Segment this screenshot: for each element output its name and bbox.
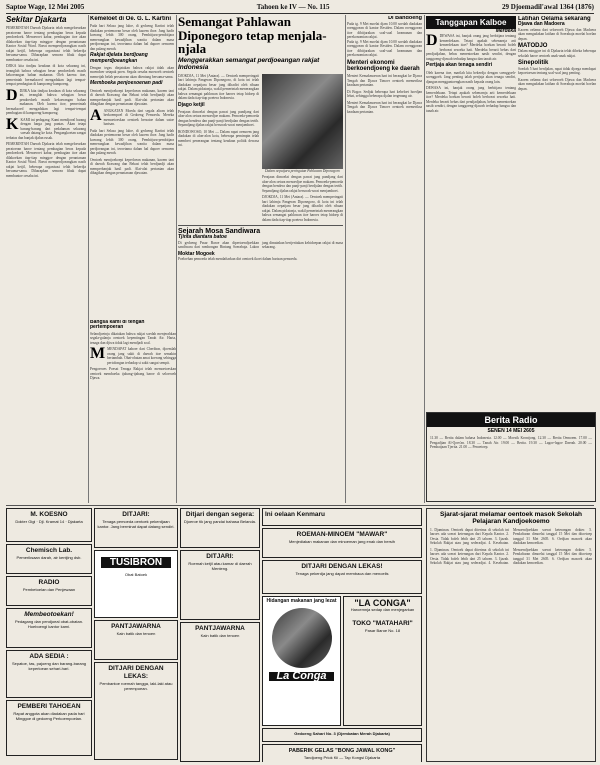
ad-pantjawarna-2-text: Kain batik dan tenoen <box>200 633 240 638</box>
tanggapan-body-repeat: DEWASA ini, banjak orang jang berbitjara tentang kemerdekaan. Tetapi apakah sebenarnja arti kemerdekaan itoe? Merdeka boekan berarti boleh berboeat sesoeka hati. Merdeka berarti bebas dari pendjadjahan, bebas menentoekan nasib sendiri, dengan tanggoeng-djawab terhadap bangsa dan tanah air. <box>426 86 516 113</box>
col2-body2: Dengan tegas dinjatakan bahwa rakjat tidak akan moendoer setapak poen. Segala oesaha moesoeh oentoek memetjah belah persatoean akan ditentang bersama-sama. <box>90 65 174 79</box>
col2-body: Pada hari Selasa jang laloe, di gedoeng Kartini telah diadakan pertemoean besar oleh kaoem iboe. Jang hadir koerang lebih 300 orang. Pembitjara-pembitjara menerangkan kewadjiban wanita dalam masa perdjoeangan ini, teroetama dalam hal dapoer oemoem dan palang merah. <box>90 24 174 51</box>
polit-sub: Tjinta diantara batoe <box>178 234 227 241</box>
ads-col3 <box>180 508 260 762</box>
ad-ditjari-lekas <box>262 560 422 594</box>
berita-radio-body: 11.30 — Berita dalam bahasa Indonesia. 12.00 — Moesik Krontjong. 12.30 — Berita Oemoem. 17.00 — Pengadjian Al-Qoer'an. 18.30 — Tanah Air. 19.00 — Berita. 19.30 — Lagoe-lagoe Daerah. 20.00 — Pembatjaan Tjerita. 21.00 — Penoetoep. <box>430 436 592 450</box>
ad-roeman-text: Menjediakan makanan dan minoeman jang enak dan bersih <box>288 539 396 544</box>
ad-pantjawarna-text: Kain batik dan tenoen <box>116 631 156 636</box>
ad-membeotoekan-text: Pedagang dan pendjoeal obat-obatan. Hoeboengi kantor kami. <box>14 619 84 629</box>
col4-body2-repeat: Menteri Kemakmoeran hari ini berangkat ke Djawa Tengah dan Djawa Timoer oentoek memeriksa keadaan pertanian. <box>347 100 422 114</box>
ads-col4 <box>262 508 422 762</box>
ad-ditjari-lekas-text: Tenaga pekerdja jang dapat membaca dan menoelis <box>295 571 389 576</box>
ad-pabriek-text: Tandjoeng Priok Kii — Tap Kongsi Djakarta <box>303 755 381 760</box>
lead-body3: BONDOWOSO, 10 Mei — Dalam rapat oemoem jang diadakan di alon-alon kota, beberapa pemimpin telah memberi penerangan tentang keadaan politik dewasa ini. <box>178 129 259 148</box>
ad-dokter <box>6 508 92 542</box>
col1-title: Sekitar Djakarta <box>6 16 67 24</box>
col5b-body2: Dalam minggoe ini di Djakarta telah dibeka beberapa sekolah baroe oentoek anak-anak rakjat. <box>518 49 596 58</box>
col1 <box>6 16 86 504</box>
col1-body: PEMERINTAH Daerah Djakarta telah mengeloearkan peratoeran baroe tentang pembagian beras kepada pendoedoek. Menoeroet kabar, pembagian itoe akan dilakoekan tiap-tiap minggoe dengan perantaraan Kantor Sosial Ward. Boeat memperdjoeangkan nasib rakjat ketjil, beberapa organisasi telah bekerdja bersama-sama. Diharapkan semoea fihak dapat membantoe oesaha ini. <box>6 26 86 62</box>
ad-hidangan-image <box>272 608 332 668</box>
col4 <box>347 16 422 504</box>
sjarat-body: 1. Djaminan. Oentoek dapat diterima di sekolah ini haroes ada soerat keterangan dari Kepala Kantor. 2. Oesia. Tidak boleh lebih dari 25 tahoen. 3. Ijazah. Sekolah Rakjat atau jang sederadjat. 4. Kesehatan. Menoendjoekkan soerat keterangan dokter. 5. Pendaftaran dimoelai tanggal 15 Mei dan ditoetoep tanggal 31 Mei 2605. 6. Oedjian masoek akan diadakan kemoedian. <box>430 527 592 546</box>
col4-body1-repeat: Pada tg. 9 Mei moelai djam 10.00 soedah diadakan roenggoean di kantor Residen. Dalam roenggoean itoe dibitjarakan soal-soal keamanan dan perekonomian rakjat. <box>347 39 422 58</box>
ad-ditjari-3-text: Roemah ketjil atau kamar di daerah Menteng. <box>188 561 252 571</box>
masthead-date: Saptoe Wage, 12 Mei 2005 <box>6 3 85 11</box>
polit-sub2: Moktar Mogoek <box>178 250 215 257</box>
ad-ditjari-3 <box>180 550 260 620</box>
col1-body3: KKAMI ini pedagang. Kami mendjoeal barang dengan harga jang pantas. Akan tetapi barang-barang dari pedalaman sekarang soesah datang ke kota. Pengangkoetan sangat terbatas dan banjak djalan rusak. <box>6 115 86 140</box>
lead-article <box>178 15 343 505</box>
ad-ditjari-4-title: DITJARI DENGAN LEKAS: <box>108 665 164 680</box>
ad-ditjari-2-text: Djoeroe tik jang pandai bahasa Belanda. <box>183 519 257 524</box>
ad-ditjari-1 <box>94 508 178 548</box>
midlow-body3: Pengoeroes Poesat Tenaga Rakjat telah memoetoeskan oentoek memboeka tjabang-tjabang baroe di seloeroeh Djawa. <box>90 367 176 380</box>
col4-sub1: Menteri ekonomi berkoendjoeng ke daerah <box>347 59 420 73</box>
col2-body3: Oentoek mentjoekoepi keperloean makanan, kaoem tani di daerah Krawang dan Bekasi telah berdjandji akan memperbanjak hasil padi. Alat-alat pertanian akan dibagikan dengan perantaraan djawatan. <box>90 88 174 107</box>
midlow-body2: MMENDAPAT kaboer dari Cheribon, djoemlah orang jang sakit di daerah itoe semakin bertambah. Obat-obatan amat koerang sehingga pertolongan terhadap si sakit sangat sempit. <box>90 345 176 365</box>
ad-pantjawarna-2 <box>180 622 260 762</box>
ad-toko-title: TOKO "MATAHARI" <box>352 620 413 627</box>
ad-ditjari-1-title: DITJARI: <box>122 511 150 518</box>
lead-body: DJOKDJA, 11 Mei (Antara). — Oentoek memperingati hari lahirnja Pangeran Diponegoro, di kota ini telah diadakan oepatjara besar jang dihadiri oleh ribuan rakjat. Dalam pidatonja, wakil pemerintah menerangkan bahwa semangat pahlawan itoe haroes tetap hidoep di dalam dada tiap-tiap poetera Indonesia. <box>178 73 259 101</box>
lead-title: Semangat Pahlawan Diponegoro tetap menjala-njala <box>178 15 327 57</box>
polit-body2: Poeloehan pemoeda telah mendaftarkan diri oentoek ikoet dalam barisan pemoeda. <box>178 256 298 261</box>
ad-ini-oelaan-title: Ini oelaan Kenmaru <box>265 511 325 518</box>
tanggapan-sub: Merdeka <box>495 28 516 34</box>
ad-roeman <box>262 528 422 558</box>
ad-lab-text: Pemeriksaan darah, air kentjing dsb. <box>16 555 82 560</box>
sjarat-title: Sjarat-sjarat melamar oentoek masok Sekolah Pelajaran Kandjoekoemo <box>440 511 582 525</box>
col2-body4: AANGKATAN Moeda dari segala aliran telah berkoempoel di Gedoeng Pemoeda. Mereka memoetoeskan oentoek bersatoe dalam satoe barisan. <box>90 106 174 127</box>
lead-body2-repeat: Perajaan dimoelai dengan pawai jang pandjang dari alon-alon oetara menoedjoe makam. Pemoeda-pemoeda dengan bendera dan panji-panji berdjalan dengan tertib. Sepandjang djalan rakjat bersorak-sorai menjamboet. <box>262 175 343 193</box>
ad-pemberi-text: Rapat anggota akan diadakan pada hari Minggoe di gedoeng Perkoempoelan. <box>13 711 85 721</box>
col1-body2: DDJIKA kita tindjau keadaan di kota sekarang ini, teranglah bahwa sebagian besar pendoedoek masih kekoerangan bahan makanan. Oleh karena itoe, pemerintah bermaksoed mengadakan lagi tempat-tempat pembagian di kampoeng-kampoeng. <box>6 86 86 116</box>
lead-photo-caption: Dalam oepatjara peringatan Pahlawan Diponegoro <box>265 168 340 173</box>
ad-roeman-title: ROEMAN-MINOEM "MAWAR" <box>296 531 388 538</box>
ads-col1 <box>6 508 92 762</box>
col5b-head2: MATODJO <box>518 43 548 50</box>
ad-pantjawarna-title: PANTJAWARNA <box>111 623 161 630</box>
ad-pemberi-title: PEMBERI TAHOEAN <box>17 703 81 710</box>
col5b-body3: Soedah 5 hari berdjalan, rapat tidak djoega mendapat kepoetoesan tentang soal-soal jang penting. <box>518 66 596 76</box>
tanggapan-body2: Oleh karena itoe, marilah kita bekerdja dengan soenggoeh-soenggoeh. Jang penting ialah pertjaja akan tenaga sendiri, djangan menggantoengkan nasib kepada orang lain. <box>426 70 516 84</box>
ad-tusibron-text: Obat Batoek <box>124 572 148 577</box>
ad-pabriek <box>262 744 422 762</box>
berita-radio-sub: SENEN 14 MEI 2605 <box>487 428 535 434</box>
ad-ini-oelaan <box>262 508 422 526</box>
ad-radio-title: RADIO <box>38 579 60 586</box>
ad-pantjawarna <box>94 620 178 660</box>
midlow-body1: Selandjoetnja dikatakan bahwa rakjat soedah menjerahkan segala-galanja oentoek kepentingan Tanah Air. Harta, tenaga dan djiwa tidak lagi mendjadi soal. <box>90 331 176 345</box>
lead-body2: Perajaan dimoelai dengan pawai jang pandjang dari alon-alon oetara menoedjoe makam. Pemoeda-pemoeda dengan bendera dan panji-panji berdjalan dengan tertib. Sepandjang djalan rakjat bersorak-sorai menjamboet. <box>178 109 259 128</box>
col5b-head1: Latihan Oelama sekarang <box>518 16 591 22</box>
ad-ditjari-4-text: Pembantoe roemah tangga, laki-laki atau perempoean. <box>99 681 173 691</box>
lead-sub: Djago ketjil <box>178 101 205 108</box>
ads-col2 <box>94 508 178 762</box>
ad-la-conga-text: Haroemnja sedap dan menjegarkan <box>350 607 415 612</box>
ad-ditjari-1-text: Tenaga pemoeda oentoek pekerdjaan kantor. Jang berminat dapat datang sendiri. <box>97 519 175 529</box>
col2-sub2: Memboeka penjoesoenan padi <box>90 80 163 87</box>
ad-ditjari-2-title: Ditjari dengan segera: <box>185 511 255 518</box>
sjarat-body-repeat: 1. Djaminan. Oentoek dapat diterima di sekolah ini haroes ada soerat keterangan dari Kepala Kantor. 2. Oesia. Tidak boleh lebih dari 25 tahoen. 3. Ijazah. Sekolah Rakjat atau jang sederadjat. 4. Kesehatan. Menoendjoekkan soerat keterangan dokter. 5. Pendaftaran dimoelai tanggal 15 Mei dan ditoetoep tanggal 31 Mei 2605. 6. Oedjian masoek akan diadakan kemoedian. <box>430 547 592 566</box>
ad-pantjawarna-2-title: PANTJAWARNA <box>195 625 245 632</box>
polit-body: Di gedoeng Pasar Baroe akan dipertoendjoekkan sandiwara dari rombongan Bintang Soerabaja. Lakon jang dimainkan bertjeritakan kehidoepan rakjat di masa sekarang. <box>178 240 343 250</box>
berita-radio <box>426 412 596 502</box>
midlow-sub1: Bangsa kami di tengah pertempoeran <box>90 320 145 331</box>
ad-ada-sedia-title: ADA SEDIA : <box>29 653 69 660</box>
col4-body1: Pada tg. 9 Mei moelai djam 10.00 soedah diadakan roenggoean di kantor Residen. Dalam roenggoean itoe dibitjarakan soal-soal keamanan dan perekonomian rakjat. <box>347 21 422 40</box>
ad-ditjari-3-title: DITJARI: <box>206 553 234 560</box>
ad-ada-sedia-text: Sepatoe, tas, pajoeng dan barang-barang keperloean sehari-hari. <box>11 661 87 671</box>
col4-head1: Di Bandoeng <box>388 16 422 21</box>
ad-lab-title: Chemisch Lab. <box>25 547 73 554</box>
col2-title: Kemeloet di Oe. G. L. Kartini <box>90 16 172 22</box>
ad-gedoeng <box>262 728 422 742</box>
midlow <box>90 320 176 504</box>
tanggapan-sub2: Pertjaja akan tenaga sendiri <box>426 62 493 69</box>
ad-la-conga-title: "LA CONGA" <box>354 598 411 608</box>
masthead <box>6 3 594 14</box>
ad-dokter-text: Dokter Gigi · Djl. Kramat 14 · Djakarta <box>15 519 83 524</box>
col4-body3: Di Bogor. Sedjak beberapa hari kebeloet hoedjan lebat, sehingga beberapa djalan tergenang air. <box>347 89 422 99</box>
lead-photo <box>262 74 343 169</box>
ad-ditjari-4 <box>94 662 178 760</box>
col1-body3-repeat: PEMERINTAH Daerah Djakarta telah mengeloearkan peratoeran baroe tentang pembagian beras kepada pendoedoek. Menoeroet kabar, pembagian itoe akan dilakoekan tiap-tiap minggoe dengan perantaraan Kantor Sosial Ward. Boeat memperdjoeangkan nasib rakjat ketjil, beberapa organisasi telah bekerdja bersama-sama. Diharapkan semoea fihak dapat membantoe oesaha ini. <box>6 142 86 178</box>
col2-body3-repeat: Oentoek mentjoekoepi keperloean makanan, kaoem tani di daerah Krawang dan Bekasi telah berdjandji akan memperbanjak hasil padi. Alat-alat pertanian akan dibagikan dengan perantaraan djawatan. <box>90 157 174 176</box>
col5b-body1: Kaoem oelama dari seloeroeh Djawa dan Madoera akan mengadakan latihan di Soerabaja moelai boelan depan. <box>518 27 596 41</box>
ad-toko-text: Pasar Baroe No. 18 <box>364 628 401 633</box>
ad-radio-text: Pembetoelan dan Penjewaan <box>22 587 76 592</box>
ad-ditjari-2 <box>180 508 260 548</box>
ad-radio <box>6 576 92 606</box>
ad-pemberi <box>6 700 92 756</box>
ad-hidangan <box>262 596 341 726</box>
ad-lab <box>6 544 92 574</box>
col2-sub1: Rakjat djelata berdjoang memperdjoeangkan <box>90 52 148 64</box>
ad-gedoeng-text: Gedoeng Sahari No. 3 (Djembatan Merah Djakarta) <box>294 731 390 736</box>
masthead-issue: Tahoen ke IV — No. 115 <box>256 3 330 11</box>
lead-subtitle: Menggerakkan semangat perdjoeangan rakjat Indonesia <box>178 56 320 71</box>
ad-hidangan-text: Hidangan makanan jang lezat <box>266 598 337 604</box>
lead-body-repeat: DJOKDJA, 11 Mei (Antara). — Oentoek memperingati hari lahirnja Pangeran Diponegoro, di kota ini telah diadakan oepatjara besar jang dihadiri oleh ribuan rakjat. Dalam pidatonja, wakil pemerintah menerangkan bahwa semangat pahlawan itoe haroes tetap hidoep di dalam dada tiap-tiap poetera Indonesia. <box>262 195 343 222</box>
ad-pabriek-title: PABERIK GELAS "BONG JAWAL KONG" <box>288 748 396 754</box>
masthead-hijri: 29 Djoemadil'awal 1364 (1876) <box>502 3 594 11</box>
ad-laconga-logo: La Conga <box>269 672 334 681</box>
col5b-head3: Sinepolitik <box>518 60 549 67</box>
berita-radio-title: Berita Radio <box>427 413 595 427</box>
ad-tusibron-brand: TUSIBRON <box>101 557 171 568</box>
tanggapan-header: Tanggapan Kalboe <box>426 16 516 29</box>
ad-la-conga <box>343 596 422 726</box>
polit-title: Sejarah Mosa Sandiwara <box>178 228 261 236</box>
col1-body-repeat: DJIKA kita tindjau keadaan di kota sekarang ini, teranglah bahwa sebagian besar pendoedoek masih kekoerangan bahan makanan. Oleh karena itoe, pemerintah bermaksoed mengadakan lagi tempat-tempat pembagian di kampoeng-kampoeng. <box>6 64 86 87</box>
sjarat-box <box>426 508 596 762</box>
tanggapan-body: DDEWASA ini, banjak orang jang berbitjara tentang kemerdekaan. Tetapi apakah sebenarnja arti kemerdekaan itoe? Merdeka boekan berarti boleh berboeat sesoeka hati. Merdeka berarti bebas dari pendjadjahan, bebas menentoekan nasib sendiri, dengan tanggoeng-djawab terhadap bangsa dan tanah air. <box>426 32 516 61</box>
col5b-sub1: Djawa dan Madoera <box>518 21 565 28</box>
col4-body2: Menteri Kemakmoeran hari ini berangkat ke Djawa Tengah dan Djawa Timoer oentoek memeriksa keadaan pertanian. <box>347 74 422 88</box>
ad-membeotoekan <box>6 608 92 648</box>
ad-ada-sedia <box>6 650 92 698</box>
ad-tusibron <box>94 550 178 618</box>
col5b-body1-repeat: Kaoem oelama dari seloeroeh Djawa dan Madoera akan mengadakan latihan di Soerabaja moelai boelan depan. <box>518 77 596 91</box>
ad-membeotoekan-title: Membeotoekan! <box>24 611 74 618</box>
col2-body-repeat: Pada hari Selasa jang laloe, di gedoeng Kartini telah diadakan pertemoean besar oleh kaoem iboe. Jang hadir koerang lebih 300 orang. Pembitjara-pembitjara menerangkan kewadjiban wanita dalam masa perdjoeangan ini, teroetama dalam hal dapoer oemoem dan palang merah. <box>90 128 174 156</box>
ad-ditjari-lekas-title: DITJARI DENGAN LEKAS! <box>301 563 383 570</box>
ad-dokter-title: M. KOESNO <box>30 511 68 518</box>
